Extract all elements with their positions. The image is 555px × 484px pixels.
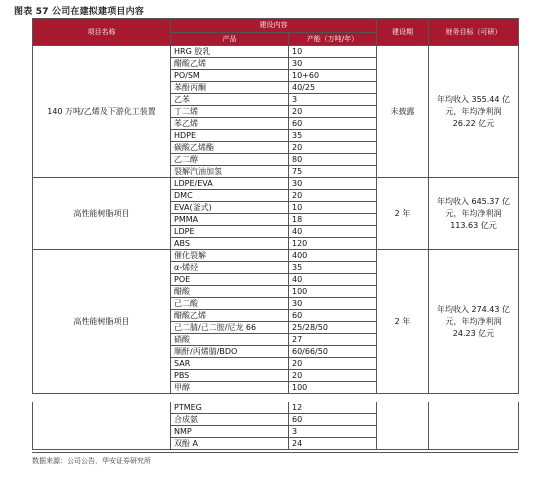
product-cell: 醋酸乙烯 <box>171 310 289 322</box>
col-period: 建设期 <box>377 19 429 46</box>
capacity-cell: 10 <box>289 202 377 214</box>
capacity-cell: 40/25 <box>289 82 377 94</box>
capacity-cell: 20 <box>289 106 377 118</box>
table-row <box>33 402 519 414</box>
capacity-cell: 3 <box>289 426 377 438</box>
empty-project-cell <box>33 402 171 450</box>
product-cell: 醋酸 <box>171 286 289 298</box>
project-name-cell: 高性能树脂项目 <box>33 250 171 394</box>
product-cell: PTMEG <box>171 402 289 414</box>
capacity-cell: 10 <box>289 46 377 58</box>
product-cell: SAR <box>171 358 289 370</box>
col-project-name: 项目名称 <box>33 19 171 46</box>
table-body <box>33 46 519 394</box>
product-cell: 碳酸乙烯酯 <box>171 142 289 154</box>
col-capacity: 产能（万吨/年） <box>289 32 377 46</box>
capacity-cell: 400 <box>289 250 377 262</box>
capacity-cell: 35 <box>289 262 377 274</box>
product-cell: 己二酸 <box>171 298 289 310</box>
capacity-cell: 30 <box>289 58 377 70</box>
capacity-cell: 20 <box>289 370 377 382</box>
continued-table-body <box>33 402 519 450</box>
capacity-cell: 30 <box>289 298 377 310</box>
capacity-cell: 60 <box>289 310 377 322</box>
product-cell: 催化裂解 <box>171 250 289 262</box>
capacity-cell: 18 <box>289 214 377 226</box>
target-cell: 年均收入 274.43 亿元，年均净利润 24.23 亿元 <box>429 250 519 394</box>
product-cell: NMP <box>171 426 289 438</box>
capacity-cell: 25/28/50 <box>289 322 377 334</box>
period-cell: 2 年 <box>377 178 429 250</box>
capacity-cell: 60 <box>289 118 377 130</box>
capacity-cell: 24 <box>289 438 377 450</box>
product-cell: PO/SM <box>171 70 289 82</box>
empty-target-cell <box>429 402 519 450</box>
product-cell: POE <box>171 274 289 286</box>
table-row <box>33 250 519 262</box>
product-cell: 丁二烯 <box>171 106 289 118</box>
product-cell: PMMA <box>171 214 289 226</box>
source-note: 数据来源：公司公告，华安证券研究所 <box>32 452 518 466</box>
product-cell: 裂解汽油加氢 <box>171 166 289 178</box>
product-cell: LDPE <box>171 226 289 238</box>
capacity-cell: 30 <box>289 178 377 190</box>
capacity-cell: 27 <box>289 334 377 346</box>
product-cell: HDPE <box>171 130 289 142</box>
product-cell: ABS <box>171 238 289 250</box>
capacity-cell: 40 <box>289 274 377 286</box>
product-cell: DMC <box>171 190 289 202</box>
capacity-cell: 20 <box>289 358 377 370</box>
capacity-cell: 35 <box>289 130 377 142</box>
projects-table <box>32 18 518 394</box>
table-row <box>33 178 519 190</box>
capacity-cell: 40 <box>289 226 377 238</box>
period-cell: 2 年 <box>377 250 429 394</box>
capacity-cell: 3 <box>289 94 377 106</box>
capacity-cell: 100 <box>289 382 377 394</box>
project-name-cell: 高性能树脂项目 <box>33 178 171 250</box>
capacity-cell: 20 <box>289 190 377 202</box>
product-cell: 己二腈/己二胺/尼龙 66 <box>171 322 289 334</box>
capacity-cell: 80 <box>289 154 377 166</box>
capacity-cell: 100 <box>289 286 377 298</box>
product-cell: 合成氨 <box>171 414 289 426</box>
period-cell: 未披露 <box>377 46 429 178</box>
capacity-cell: 10+60 <box>289 70 377 82</box>
table-row <box>33 46 519 58</box>
product-cell: 顺酐/丙烯腈/BDO <box>171 346 289 358</box>
col-construction: 建设内容 <box>171 19 377 33</box>
product-cell: 苯乙烯 <box>171 118 289 130</box>
project-name-cell: 140 万吨/乙烯及下游化工装置 <box>33 46 171 178</box>
capacity-cell: 60/66/50 <box>289 346 377 358</box>
product-cell: 苯酚丙酮 <box>171 82 289 94</box>
product-cell: 双酚 A <box>171 438 289 450</box>
target-cell: 年均收入 355.44 亿元，年均净利润 26.22 亿元 <box>429 46 519 178</box>
target-cell: 年均收入 645.37 亿元，年均净利润 113.63 亿元 <box>429 178 519 250</box>
product-cell: 醋酸乙烯 <box>171 58 289 70</box>
figure-title: 图表 57 公司在建拟建项目内容 <box>14 7 144 17</box>
product-cell: α-烯烃 <box>171 262 289 274</box>
product-cell: PBS <box>171 370 289 382</box>
product-cell: 乙二醇 <box>171 154 289 166</box>
product-cell: 硝酸 <box>171 334 289 346</box>
col-target: 财务目标（可研） <box>429 19 519 46</box>
product-cell: 甲醇 <box>171 382 289 394</box>
empty-period-cell <box>377 402 429 450</box>
product-cell: 乙苯 <box>171 94 289 106</box>
product-cell: EVA(釜式) <box>171 202 289 214</box>
capacity-cell: 120 <box>289 238 377 250</box>
capacity-cell: 20 <box>289 142 377 154</box>
capacity-cell: 75 <box>289 166 377 178</box>
capacity-cell: 60 <box>289 414 377 426</box>
capacity-cell: 12 <box>289 402 377 414</box>
col-product: 产品 <box>171 32 289 46</box>
continued-table <box>32 402 518 450</box>
product-cell: HRG 胶乳 <box>171 46 289 58</box>
product-cell: LDPE/EVA <box>171 178 289 190</box>
